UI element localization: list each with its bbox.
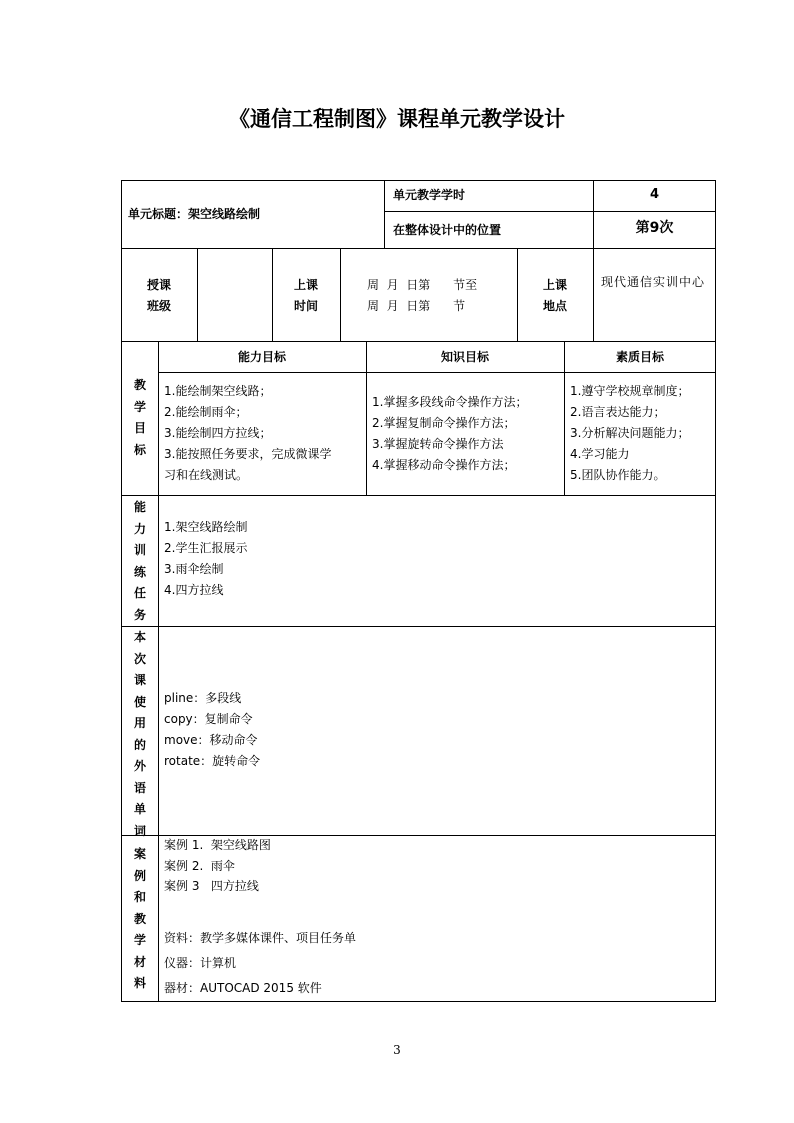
side-label-char: 使 <box>133 694 146 709</box>
resources-list <box>164 926 356 1001</box>
ability-list <box>164 381 331 486</box>
side-label-char: 任 <box>133 586 146 600</box>
resource-item: 资料：教学多媒体课件、项目任务单 <box>164 931 357 945</box>
quality-item: 1.遵守学校规章制度； <box>570 384 690 398</box>
quality-item: 3.分析解决问题能力； <box>570 426 690 440</box>
case-item: 案例 2. 雨伞 <box>164 858 235 873</box>
vocab-list <box>164 688 260 772</box>
quality-item: 4.学习能力 <box>570 447 630 461</box>
time-line-1: 周 月 日第 节至 <box>367 278 478 292</box>
side-label-char: 学 <box>133 399 146 414</box>
side-label-char: 目 <box>133 421 146 435</box>
goals-side-label <box>121 375 159 461</box>
quality-item: 2.语言表达能力； <box>570 405 666 419</box>
side-label-char: 语 <box>133 780 146 795</box>
document-title: 《通信工程制图》课程单元教学设计 <box>229 106 565 131</box>
ability-header: 能力目标 <box>237 350 286 364</box>
side-label-char: 和 <box>133 890 146 904</box>
unit-title: 单元标题：架空线路绘制 <box>128 207 261 221</box>
side-label-char: 案 <box>133 847 146 861</box>
side-label-char: 本 <box>133 630 146 644</box>
vocab-side-label <box>121 627 159 842</box>
place-value: 现代通信实训中心 <box>601 275 706 289</box>
knowledge-item: 1.掌握多段线命令操作方法； <box>372 395 528 409</box>
side-label-char: 外 <box>133 759 146 773</box>
place-label: 上课 <box>542 278 567 292</box>
vocab-item: move：移动命令 <box>164 733 258 747</box>
position-value: 第9次 <box>635 220 674 236</box>
task-item: 3.雨伞绘制 <box>164 562 224 576</box>
resource-item: 仪器：计算机 <box>164 956 237 970</box>
side-label-char: 材 <box>133 954 146 969</box>
case-item: 案例 3 四方拉线 <box>164 879 259 893</box>
page-number: 3 <box>393 1043 401 1057</box>
cases-list <box>164 835 271 897</box>
side-label-char: 单 <box>133 802 146 816</box>
side-label-char: 练 <box>133 564 146 579</box>
task-item: 2.学生汇报展示 <box>164 541 248 555</box>
side-label-char: 训 <box>133 543 146 557</box>
quality-item: 5.团队协作能力。 <box>570 468 666 482</box>
vocab-item: pline：多段线 <box>164 691 242 705</box>
class-label: 授课 <box>146 278 171 292</box>
ability-item: 3.能绘制四方拉线； <box>164 426 272 440</box>
task-item: 1.架空线路绘制 <box>164 520 248 534</box>
ability-item: 2.能绘制雨伞； <box>164 405 248 419</box>
quality-list <box>570 381 689 486</box>
task-item: 4.四方拉线 <box>164 583 224 597</box>
side-label-char: 料 <box>133 976 146 990</box>
side-label-char: 教 <box>133 378 146 392</box>
side-label-char: 例 <box>133 868 146 883</box>
time-line-2: 周 月 日第 节 <box>367 299 466 313</box>
tasks-list <box>164 517 247 601</box>
side-label-char: 的 <box>133 737 146 752</box>
tasks-side-label <box>121 497 159 626</box>
vocab-item: rotate：旋转命令 <box>164 754 261 768</box>
hours-label: 单元教学学时 <box>393 188 466 202</box>
side-label-char: 务 <box>133 607 146 622</box>
side-label-char: 词 <box>133 823 146 838</box>
side-label-char: 用 <box>133 716 146 730</box>
ability-item: 1.能绘制架空线路； <box>164 384 272 398</box>
side-label-char: 次 <box>133 651 146 666</box>
knowledge-item: 3.掌握旋转命令操作方法 <box>372 437 504 451</box>
knowledge-header: 知识目标 <box>440 350 489 364</box>
knowledge-list <box>372 392 527 476</box>
side-label-char: 课 <box>133 673 146 687</box>
ability-item: 3.能按照任务要求，完成微课学 <box>164 447 332 461</box>
hours-value: 4 <box>649 187 660 202</box>
side-label-char: 力 <box>133 521 146 536</box>
resource-item: 器材：AUTOCAD 2015 软件 <box>164 981 322 995</box>
position-label: 在整体设计中的位置 <box>393 223 502 237</box>
time-label: 上课 <box>293 278 318 292</box>
vocab-item: copy：复制命令 <box>164 712 253 726</box>
case-item: 案例 1. 架空线路图 <box>164 838 271 852</box>
quality-header: 素质目标 <box>615 350 664 364</box>
side-label-char: 能 <box>133 500 146 514</box>
ability-item: 习和在线测试。 <box>164 468 249 482</box>
side-label-char: 标 <box>133 442 146 457</box>
materials-side-label <box>121 844 159 995</box>
side-label-char: 教 <box>133 911 146 926</box>
side-label-char: 学 <box>133 933 146 947</box>
lesson-design-table: 单元标题：架空线路绘制 单元教学学时 4 在整体设计中的位置 第9次 授课 班级 上课 时间 周 月 日第 节至 周 月 日第 节 上课 地点 现代通信实训中心 教 学 目 标 能力目标 知识目标 素质目标 1.能绘制架空线路； 2.能绘制雨伞； 3.能绘制四方拉线； 3.能按照任务要求，完成微课学 习和在线测试。 1.掌握多段线命令操作方法； 2.掌握复制命令操作方法； 3.掌握旋转命令操作方法 4.掌握移动命令操作方法； 1.遵守学校规章制度； 2.语言表达能力； 3.分析解决问题能力； 4.学习能力 5.团队协作能力。 能 力 训 练 任 务 1.架空线路绘制 2.学生汇报展示 3.雨伞绘制 4.四方拉线 本 次 课 使 用 的 外 语 单 词 pline：多段线 copy：复制命令 move：移动命令 rotate：旋转命令 案 例 和 教 学 材 料 案例 1. 架空线路图 案例 2. 雨伞 案例 3 四方拉线 资料：教学多媒体课件、项目任务单 仪器：计算机 器材：AUTOCAD 2015 软件 <box>121 180 716 1002</box>
knowledge-item: 4.掌握移动命令操作方法； <box>372 458 516 472</box>
knowledge-item: 2.掌握复制命令操作方法； <box>372 416 516 430</box>
